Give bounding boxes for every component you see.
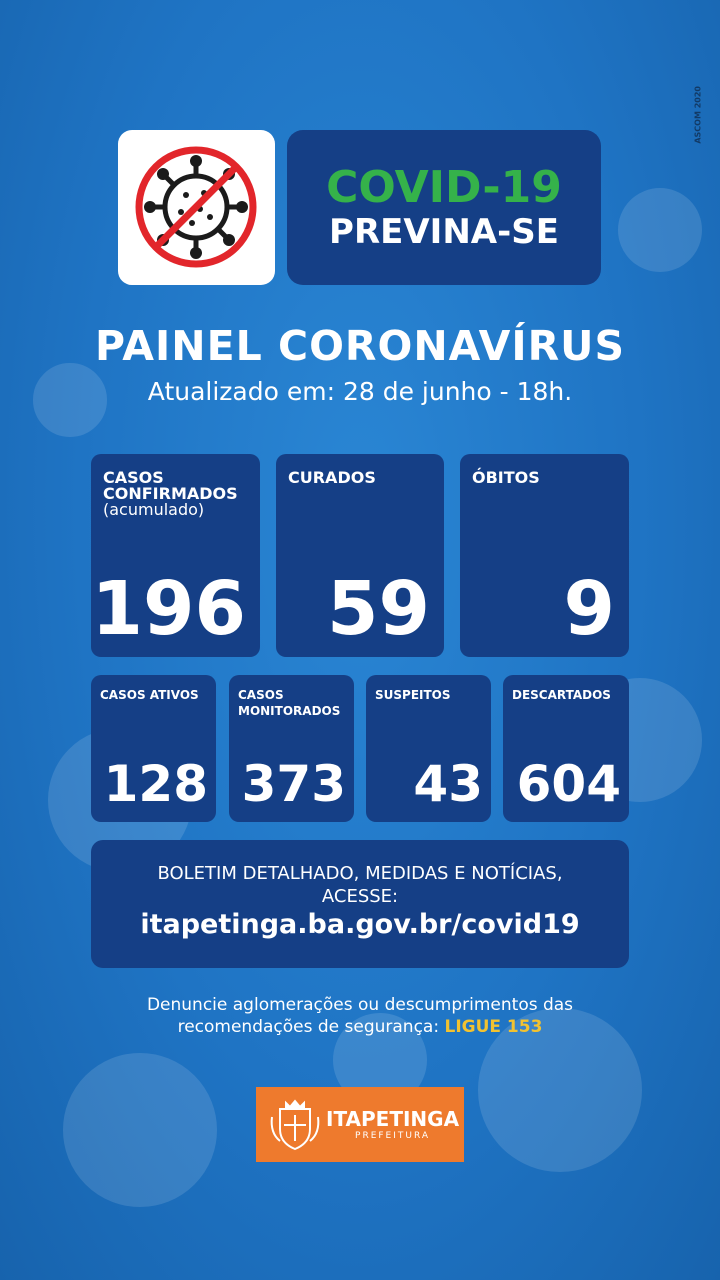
stat-card-suspeitos bbox=[366, 675, 491, 822]
previna-subtitle: PREVINA-SE bbox=[329, 211, 559, 252]
title-box bbox=[287, 130, 601, 285]
denuncie-line-1: Denuncie aglomerações ou descumprimentos das bbox=[146, 995, 574, 1015]
stat-label: ÓBITOS bbox=[472, 468, 540, 487]
stat-label: CURADOS bbox=[288, 468, 376, 487]
stat-card-descartados bbox=[503, 675, 629, 822]
virus-prohibited-icon-box bbox=[118, 130, 275, 285]
stat-value: 128 bbox=[103, 755, 208, 813]
info-url-link[interactable]: itapetinga.ba.gov.br/covid19 bbox=[140, 909, 580, 940]
denuncie-text bbox=[0, 994, 720, 1038]
logo-sub: PREFEITURA bbox=[355, 1130, 431, 1141]
info-line-2: ACESSE: bbox=[321, 886, 399, 907]
city-crest-icon bbox=[266, 1095, 324, 1155]
ligue-highlight: LIGUE 153 bbox=[444, 1017, 543, 1037]
stat-value: 373 bbox=[241, 755, 346, 813]
stat-card-obitos bbox=[460, 454, 629, 657]
stat-value: 43 bbox=[413, 755, 483, 813]
stat-label: CASOS ATIVOS bbox=[100, 688, 199, 702]
logo-text bbox=[326, 1108, 459, 1142]
denuncie-line-2: recomendações de segurança: LIGUE 153 bbox=[177, 1017, 543, 1037]
logo-name: ITAPETINGA bbox=[326, 1106, 460, 1131]
stat-card-ativos bbox=[91, 675, 216, 822]
stat-label: SUSPEITOS bbox=[375, 688, 451, 702]
stat-value: 604 bbox=[516, 755, 621, 813]
stat-label: DESCARTADOS bbox=[512, 688, 611, 702]
panel-title: PAINEL CORONAVÍRUS bbox=[95, 322, 625, 370]
stat-label: CASOS CONFIRMADOS (acumulado) bbox=[103, 468, 238, 519]
virus-prohibited-icon bbox=[118, 130, 275, 285]
covid-title: COVID-19 bbox=[326, 161, 562, 213]
stat-value: 59 bbox=[327, 566, 430, 652]
panel-updated: Atualizado em: 28 de junho - 18h. bbox=[147, 377, 573, 406]
stat-value: 9 bbox=[563, 566, 615, 652]
stat-value: 196 bbox=[91, 566, 246, 652]
info-box bbox=[91, 840, 629, 968]
prefeitura-logo bbox=[256, 1087, 464, 1162]
stat-card-curados bbox=[276, 454, 444, 657]
stat-label: CASOS MONITORADOS bbox=[238, 688, 341, 718]
stat-card-confirmados bbox=[91, 454, 260, 657]
stat-card-monitorados bbox=[229, 675, 354, 822]
info-line-1: BOLETIM DETALHADO, MEDIDAS E NOTÍCIAS, bbox=[157, 863, 563, 884]
ascom-credit: ASCOM 2020 bbox=[694, 86, 703, 144]
